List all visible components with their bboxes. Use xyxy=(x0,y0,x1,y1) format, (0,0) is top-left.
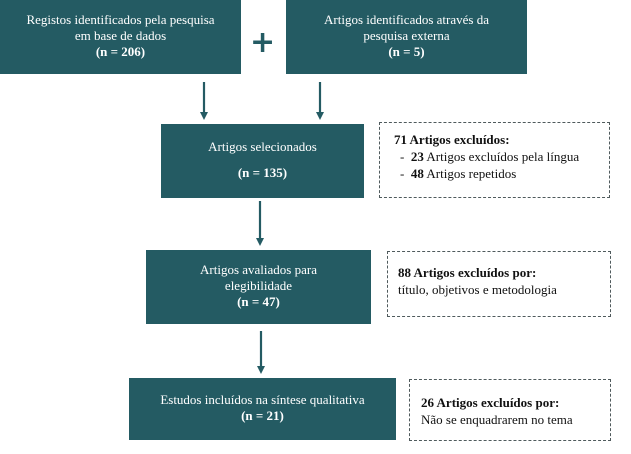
database-records-line1: Registos identificados pela pesquisa xyxy=(26,12,215,27)
exclusion-item-count-48: 48 xyxy=(410,166,424,181)
selected-articles-label: Artigos selecionados xyxy=(208,139,317,154)
exclusion-heading-71: 71 Artigos excluídos: xyxy=(394,132,510,147)
exclusion-item-text-language: Artigos excluídos pela língua xyxy=(426,149,580,164)
selected-articles-count: (n = 135) xyxy=(237,165,288,180)
exclusion-item-count-23: 23 xyxy=(410,149,424,164)
eligibility-count: (n = 47) xyxy=(237,294,280,309)
external-articles-line2: pesquisa externa xyxy=(363,28,450,43)
exclusion-item-dash: - xyxy=(400,149,405,164)
eligibility-line2: elegibilidade xyxy=(224,278,293,293)
exclusion-item-text-duplicates: Artigos repetidos xyxy=(426,166,517,181)
exclusion-heading-88: 88 Artigos excluídos por: xyxy=(398,265,537,280)
database-records-count: (n = 206) xyxy=(95,44,146,59)
exclusion-item-dash: - xyxy=(400,166,405,181)
external-articles-count: (n = 5) xyxy=(388,44,425,59)
exclusion-text-26: Não se enquadrarem no tema xyxy=(421,412,573,427)
plus-sign: + xyxy=(250,25,276,60)
exclusion-heading-26: 26 Artigos excluídos por: xyxy=(421,395,560,410)
included-studies-label: Estudos incluídos na síntese qualitativa xyxy=(160,392,365,407)
external-articles-line1: Artigos identificados através da xyxy=(324,12,489,27)
exclusion-text-88: título, objetivos e metodologia xyxy=(398,282,557,297)
database-records-line2: em base de dados xyxy=(74,28,167,43)
included-studies-count: (n = 21) xyxy=(241,408,284,423)
eligibility-line1: Artigos avaliados para xyxy=(200,262,317,277)
